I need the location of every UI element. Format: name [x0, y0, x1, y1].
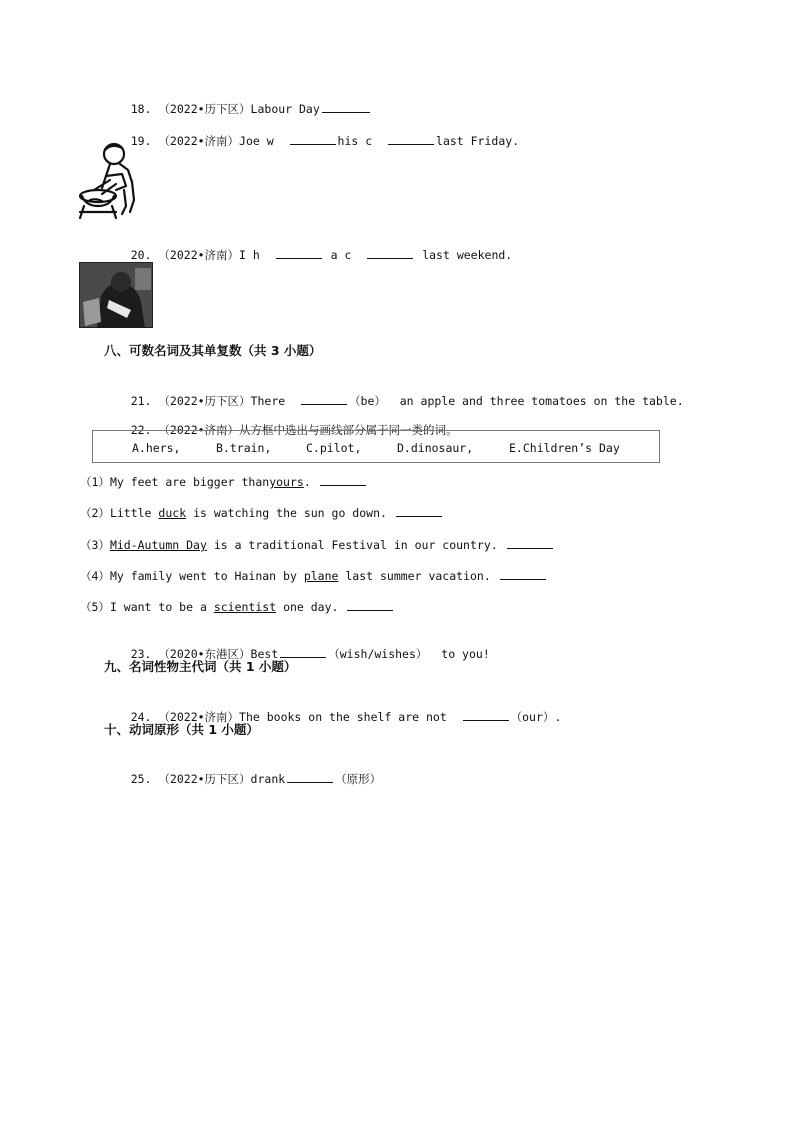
sub-question-5 — [80, 598, 395, 615]
question-text: （be） — [349, 394, 386, 408]
choice-b: B.train, — [216, 441, 272, 455]
question-text: （原形） — [335, 772, 382, 786]
question-number: 21. — [130, 394, 152, 408]
question-19 — [103, 116, 519, 165]
question-text: I want to be a — [109, 600, 207, 614]
question-text: last Friday. — [436, 134, 520, 148]
question-text: last weekend. — [422, 248, 513, 262]
answer-blank[interactable] — [287, 770, 333, 783]
sub-question-number: （2） — [80, 506, 110, 520]
answer-blank[interactable] — [347, 598, 393, 611]
washing-clothes-illustration — [76, 140, 150, 220]
question-source: （2022•济南） — [158, 248, 240, 262]
sub-question-3 — [80, 536, 555, 553]
question-text: a c — [330, 248, 352, 262]
question-text: Joe w — [239, 134, 274, 148]
question-source: （2022•济南） — [158, 134, 240, 148]
word-choice-box — [92, 430, 660, 463]
underlined-word: scientist — [213, 600, 277, 614]
question-source: （2022•济南） — [158, 423, 240, 437]
question-text: （wish/wishes） — [328, 647, 428, 661]
answer-blank[interactable] — [322, 100, 370, 113]
question-text: . — [303, 475, 311, 489]
question-text: 从方框中选出与画线部分属于同一类的词。 — [239, 423, 458, 437]
question-number: 19. — [130, 134, 152, 148]
question-number: 18. — [130, 102, 152, 116]
sub-question-number: （3） — [80, 538, 110, 552]
question-text: （our）. — [510, 710, 562, 724]
question-20 — [103, 230, 512, 279]
question-text: one day. — [283, 600, 339, 614]
question-text: drank — [250, 772, 286, 786]
question-text: is a traditional Festival in our country. — [213, 538, 498, 552]
question-text: Best — [250, 647, 279, 661]
underlined-word: Mid‐Autumn Day — [109, 538, 207, 552]
answer-blank[interactable] — [396, 504, 442, 517]
question-number: 20. — [130, 248, 152, 262]
choice-c: C.pilot, — [306, 441, 362, 455]
choice-e: E.Children’s Day — [509, 441, 620, 455]
answer-blank[interactable] — [500, 567, 546, 580]
question-25 — [103, 754, 381, 803]
underlined-word: plane — [303, 569, 339, 583]
question-number: 24. — [130, 710, 152, 724]
question-text: his c — [337, 134, 373, 148]
question-text: My feet are bigger than — [109, 475, 270, 489]
sub-question-1 — [80, 473, 368, 490]
question-number: 22. — [130, 423, 152, 437]
question-text: an apple and three tomatoes on the table. — [399, 394, 684, 408]
question-text: The books on the shelf are not — [239, 710, 447, 724]
section-heading: 八、可数名词及其单复数（共 3 小题） — [104, 343, 322, 358]
question-text: is watching the sun go down. — [193, 506, 387, 520]
question-number: 23. — [130, 647, 152, 661]
sub-question-number: （5） — [80, 600, 110, 614]
choice-d: D.dinosaur, — [397, 441, 474, 455]
question-source: （2022•历下区） — [158, 102, 251, 116]
answer-blank[interactable] — [276, 246, 322, 259]
question-text: to you! — [441, 647, 490, 661]
question-text: last summer vacation. — [345, 569, 491, 583]
answer-blank[interactable] — [507, 536, 553, 549]
question-text: My family went to Hainan by — [109, 569, 297, 583]
choice-a: A.hers, — [132, 441, 181, 455]
answer-blank[interactable] — [301, 392, 347, 405]
question-text: Little — [109, 506, 152, 520]
answer-blank[interactable] — [463, 708, 509, 721]
sub-question-number: （1） — [80, 475, 110, 489]
answer-blank[interactable] — [367, 246, 413, 259]
question-text: Labour Day — [250, 102, 320, 116]
answer-blank[interactable] — [388, 132, 434, 145]
cooking-photo — [79, 262, 153, 328]
question-number: 25. — [130, 772, 152, 786]
question-text: I h — [239, 248, 260, 262]
sub-question-4 — [80, 567, 548, 584]
sub-question-2 — [80, 504, 444, 521]
underlined-word: yours — [269, 475, 304, 489]
section-heading: 十、动词原形（共 1 小题） — [104, 722, 259, 737]
question-source: （2022•历下区） — [158, 772, 251, 786]
question-text: There — [250, 394, 286, 408]
question-source: （2022•济南） — [158, 710, 240, 724]
sub-question-number: （4） — [80, 569, 110, 583]
underlined-word: duck — [158, 506, 187, 520]
answer-blank[interactable] — [280, 645, 326, 658]
section-heading: 九、名词性物主代词（共 1 小题） — [104, 659, 297, 674]
question-source: （2020•东港区） — [158, 647, 251, 661]
answer-blank[interactable] — [320, 473, 366, 486]
question-source: （2022•历下区） — [158, 394, 251, 408]
answer-blank[interactable] — [290, 132, 336, 145]
